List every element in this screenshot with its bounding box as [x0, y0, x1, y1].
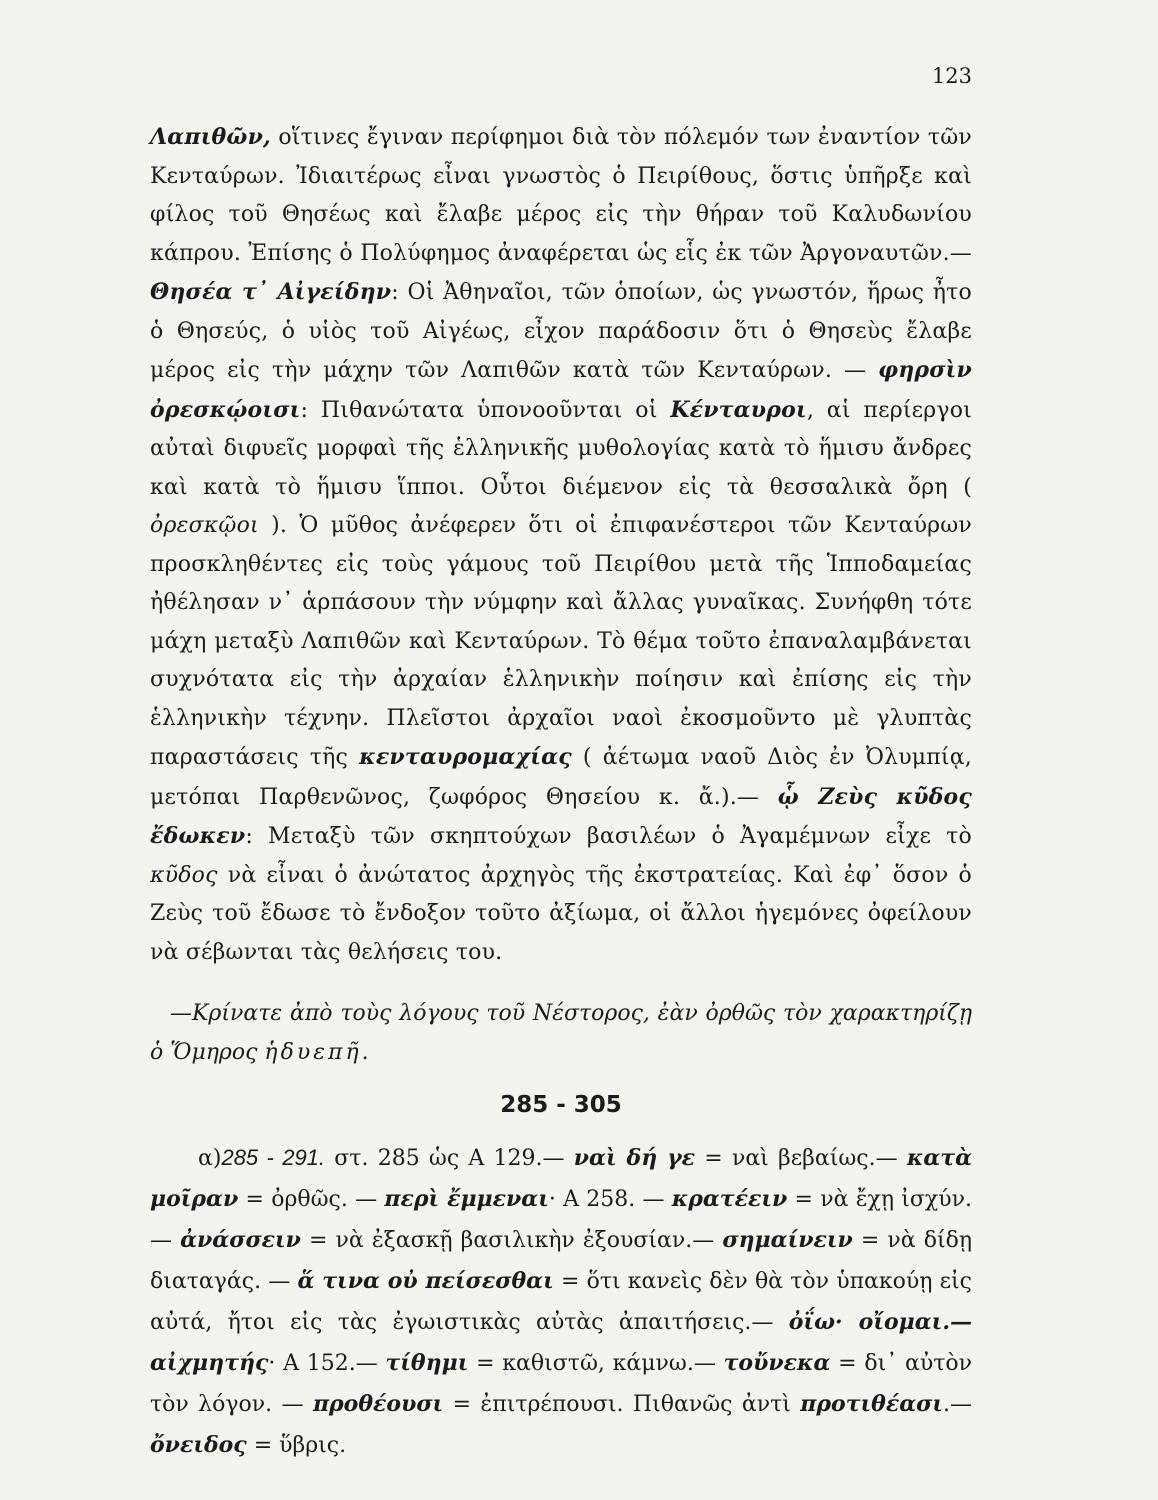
notes-text: = ἐπιτρέπουσι. Πιθανῶς ἀντὶ: [443, 1392, 801, 1417]
notes-text: = ὀρθῶς. —: [238, 1187, 385, 1212]
exercise-end: .: [361, 1040, 369, 1065]
lemma: σημαίνειν: [722, 1227, 853, 1253]
notes-text: .—: [943, 1392, 972, 1417]
commentary-text: ( ἀέτωμα ναοῦ Διὸς ἐν Ὀλυμπίᾳ, μετόπαι Παρθενῶνος, ζωφόρος Θησείου κ. ἄ.).—: [150, 745, 972, 810]
lemma: τοὔνεκα: [723, 1350, 831, 1376]
commentary-text: : Μεταξὺ τῶν σκηπτούχων βασιλέων ὁ Ἀγαμέμνων εἶχε τὸ: [245, 824, 972, 849]
italic-term: κενταυρομαχίας: [359, 744, 572, 770]
commentary-paragraph: [150, 118, 972, 972]
notes-range: 285 - 291.: [221, 1145, 326, 1170]
lemma: προθέουσι: [312, 1391, 444, 1417]
lemma-zeus: ᾧ Ζεὺς κῦδος ἔδωκεν: [150, 783, 973, 849]
page-body: [150, 118, 972, 1466]
notes-text: = νὰ ἔχῃ ἰσχύν.—: [150, 1187, 972, 1253]
lemma: κρατέειν: [671, 1186, 788, 1212]
exercise-spaced-word: ἡδυεπῆ: [264, 1040, 362, 1065]
lemma: περὶ ἔμμεναι: [384, 1186, 549, 1212]
notes-text: = νὰ δίδῃ διαταγάς. —: [150, 1228, 972, 1294]
lemma: κατὰ μοῖραν: [150, 1145, 973, 1212]
commentary-text: ). Ὁ μῦθος ἀνέφερεν ὅτι οἱ ἐπιφανέστεροι τῶν Κενταύρων προσκληθέντες εἰς τοὺς γάμους τοῦ Πειρίθου μετὰ τῆς Ἱπποδαμείας ἠθέλησαν ν᾽ ἁρπάσουν τὴν νύμφην καὶ ἄλλας γυναῖκας. Συνήφθη τότε μάχη μεταξὺ Λαπιθῶν καὶ Κενταύρων. Τὸ θέμα τοῦτο ἐπαναλαμβάνεται συχνότατα εἰς τὴν ἀρχαίαν ἑλληνικὴν ποίησιν καὶ ἐπίσης εἰς τὴν ἑλληνικὴν τέχνην. Πλεῖστοι ἀρχαῖοι ναοὶ ἐκοσμοῦντο μὲ γλυπτὰς παραστάσεις τῆς: [150, 513, 972, 770]
section-heading: 285 - 305: [500, 1092, 622, 1118]
lemma: ἀνάσσειν: [180, 1227, 301, 1253]
notes-text: = νὰ ἐξασκῇ βασιλικὴν ἐξουσίαν.—: [300, 1228, 723, 1253]
commentary-text: νὰ εἶναι ὁ ἀνώτατος ἀρχηγὸς τῆς ἐκστρατείας. Καὶ ἐφ᾽ ὅσον ὁ Ζεὺς τοῦ ἔδωσε τὸ ἔνδοξον τοῦτο ἀξίωμα, οἱ ἄλλοι ἡγεμόνες ὀφείλουν νὰ σέβωνται τὰς θελήσεις του.: [150, 862, 972, 965]
italic-term: προτιθέασι: [800, 1391, 943, 1417]
lemma: ὀΐω· οἴομαι.— αἰχμητής: [150, 1309, 972, 1376]
lemma: ὄνειδος: [150, 1432, 247, 1458]
commentary-text: οἵτινες ἔγιναν περίφημοι διὰ τὸν πόλεμόν των ἐναντίον τῶν Κενταύρων. Ἰδιαιτέρως εἶναι γνωστὸς ὁ Πειρίθους, ὅστις ὑπῆρξε καὶ φίλος τοῦ Θησέως καὶ ἔλαβε μέρος εἰς τὴν θήραν τοῦ Καλυδωνίου κάπρου. Ἐπίσης ὁ Πολύφημος ἀναφέρεται ὡς εἷς ἐκ τῶν Ἀργοναυτῶν.—: [150, 125, 972, 266]
lemma-lapithon: Λαπιθῶν,: [150, 124, 271, 150]
lemma: ἅ τινα οὐ πείσεσθαι: [297, 1268, 554, 1294]
commentary-text: : Οἱ Ἀθηναῖοι, τῶν ὁποίων, ὡς γνωστόν, ἥρως ἦτο ὁ Θησεύς, ὁ υἱὸς τοῦ Αἰγέως, εἶχον παράδοσιν ὅτι ὁ Θησεὺς ἔλαβε μέρος εἰς τὴν μάχην τῶν Λαπιθῶν κατὰ τῶν Κενταύρων. —: [150, 280, 972, 383]
italic-term: κῦδος: [150, 862, 218, 888]
notes-label: α): [198, 1146, 222, 1171]
commentary-text: , αἱ περίεργοι αὐταὶ διφυεῖς μορφαὶ τῆς ἑλληνικῆς μυθολογίας κατὰ τὸ ἥμισυ ἄνδρες καὶ κατὰ τὸ ἥμισυ ἵπποι. Οὗτοι διέμενον εἰς τὰ θεσσαλικὰ ὄρη (: [150, 397, 973, 500]
notes-text: = ὅτι κανεὶς δὲν θὰ τὸν ὑπακούῃ εἰς αὐτά, ἤτοι εἰς τὰς ἐγωιστικὰς αὐτὰς ἀπαιτήσεις.—: [150, 1269, 972, 1335]
notes-text: · Α 258. —: [548, 1187, 672, 1212]
commentary-text: : Πιθανώτατα ὑπονοοῦνται οἱ: [300, 397, 671, 423]
italic-term: Κένταυροι: [670, 396, 807, 423]
notes-text: στ. 285 ὡς Α 129.—: [325, 1146, 574, 1171]
lemma-phersin: φηρσὶν ὀρεσκῴοισι: [150, 357, 972, 423]
notes-text: = καθιστῶ, κάμνω.—: [468, 1351, 724, 1376]
exercise-text: —Κρίνατε ἀπὸ τοὺς λόγους τοῦ Νέστορος, ἐὰν ὀρθῶς τὸν χαρακτηρίζῃ ὁ Ὅμηρος: [150, 1001, 972, 1065]
italic-term: ὀρεσκῷοι: [150, 513, 259, 538]
exercise-question: [150, 994, 972, 1072]
notes-text: · Α 152.—: [268, 1351, 386, 1376]
notes-paragraph: [150, 1138, 972, 1466]
page-number: 123: [931, 64, 972, 88]
lemma: τίθημι: [385, 1350, 469, 1376]
notes-text: = δι᾽ αὐτὸν τὸν λόγον. —: [150, 1351, 972, 1417]
lemma-thesea: Θησέα τ᾽ Αἰγείδην: [150, 279, 392, 305]
lemma: ναὶ δή γε: [573, 1145, 696, 1171]
notes-text: = ὕβρις.: [246, 1433, 347, 1458]
commentary: [150, 118, 972, 972]
notes-text: = ναὶ βεβαίως.—: [695, 1146, 907, 1171]
